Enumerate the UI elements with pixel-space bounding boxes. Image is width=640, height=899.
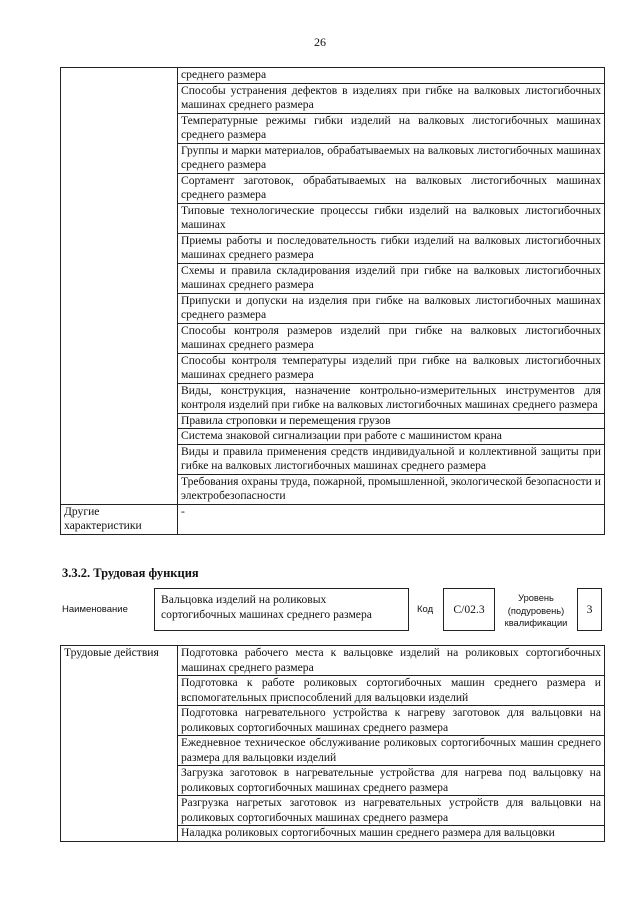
knowledge-item: Система знаковой сигнализации при работе с машинистом крана (178, 429, 605, 445)
code-value: C/02.3 (453, 603, 485, 616)
row-label-cell (61, 68, 178, 505)
knowledge-item: Группы и марки материалов, обрабатываемых на валковых листогибочных машинах среднего размера (178, 143, 605, 173)
labor-action-item: Ежедневное техническое обслуживание роликовых сортогибочных машин среднего размера для вальцовки изделий (178, 736, 605, 766)
labor-action-item: Загрузка заготовок в нагревательные устройства для нагрева под вальцовку на роликовых сортогибочных машинах среднего размера (178, 766, 605, 796)
labor-action-item: Подготовка нагревательного устройства к нагреву заготовок для вальцовки на роликовых сортогибочных машинах среднего размера (178, 706, 605, 736)
knowledge-item: Способы контроля размеров изделий при гибке на валковых листогибочных машинах среднего размера (178, 323, 605, 353)
knowledge-item: Приемы работы и последовательность гибки изделий на валковых листогибочных машинах среднего размера (178, 233, 605, 263)
table-row (61, 646, 605, 676)
code-box (443, 588, 495, 631)
qualification-level-label: Уровень (подуровень) квалификации (504, 593, 568, 628)
labor-actions-label: Трудовые действия (61, 646, 178, 842)
name-label: Наименование (62, 604, 128, 615)
code-label: Код (417, 604, 434, 615)
knowledge-item: Правила строповки и перемещения грузов (178, 413, 605, 429)
knowledge-item: Виды, конструкция, назначение контрольно-измерительных инструментов для контроля изделий при гибке на валковых листогибочных машинах среднего размера (178, 383, 605, 413)
function-name-box (154, 588, 409, 631)
knowledge-item: Температурные режимы гибки изделий на валковых листогибочных машинах среднего размера (178, 113, 605, 143)
knowledge-item: Сортамент заготовок, обрабатываемых на валковых листогибочных машинах среднего размера (178, 173, 605, 203)
other-characteristics-value: - (178, 504, 605, 534)
knowledge-item: Типовые технологические процессы гибки изделий на валковых листогибочных машинах (178, 203, 605, 233)
knowledge-item: Схемы и правила складирования изделий при гибке на валковых листогибочных машинах среднего размера (178, 263, 605, 293)
section-title: 3.3.2. Трудовая функция (62, 566, 199, 580)
other-characteristics-label: Другие характеристики (61, 504, 178, 534)
labor-action-item: Разгрузка нагретых заготовок из нагревательных устройств для вальцовки на роликовых сортогибочных машинах среднего размера (178, 796, 605, 826)
knowledge-item: Способы устранения дефектов в изделиях при гибке на валковых листогибочных машинах среднего размера (178, 83, 605, 113)
level-box (577, 588, 602, 631)
knowledge-item: Требования охраны труда, пожарной, промышленной, экологической безопасности и электробезопасности (178, 474, 605, 504)
level-value: 3 (586, 603, 593, 616)
labor-actions-table (60, 645, 605, 842)
labor-action-item: Наладка роликовых сортогибочных машин среднего размера для вальцовки (178, 826, 605, 842)
knowledge-item: Способы контроля температуры изделий при гибке на валковых листогибочных машинах среднего размера (178, 353, 605, 383)
table-row (61, 504, 605, 534)
knowledge-item: Виды и правила применения средств индивидуальной и коллективной защиты при гибке на валковых листогибочных машинах среднего размера (178, 444, 605, 474)
labor-action-item: Подготовка рабочего места к вальцовке изделий на роликовых сортогибочных машинах среднего размера (178, 646, 605, 676)
labor-action-item: Подготовка к работе роликовых сортогибочных машин среднего размера и вспомогательных приспособлений для вальцовки изделий (178, 676, 605, 706)
table-row (61, 68, 605, 84)
page-number: 26 (314, 35, 326, 49)
knowledge-table (60, 67, 605, 535)
function-name-value: Вальцовка изделий на роликовых сортогибочных машинах среднего размера (161, 593, 372, 621)
knowledge-item: среднего размера (178, 68, 605, 84)
knowledge-item: Припуски и допуски на изделия при гибке на валковых листогибочных машинах среднего размера (178, 293, 605, 323)
